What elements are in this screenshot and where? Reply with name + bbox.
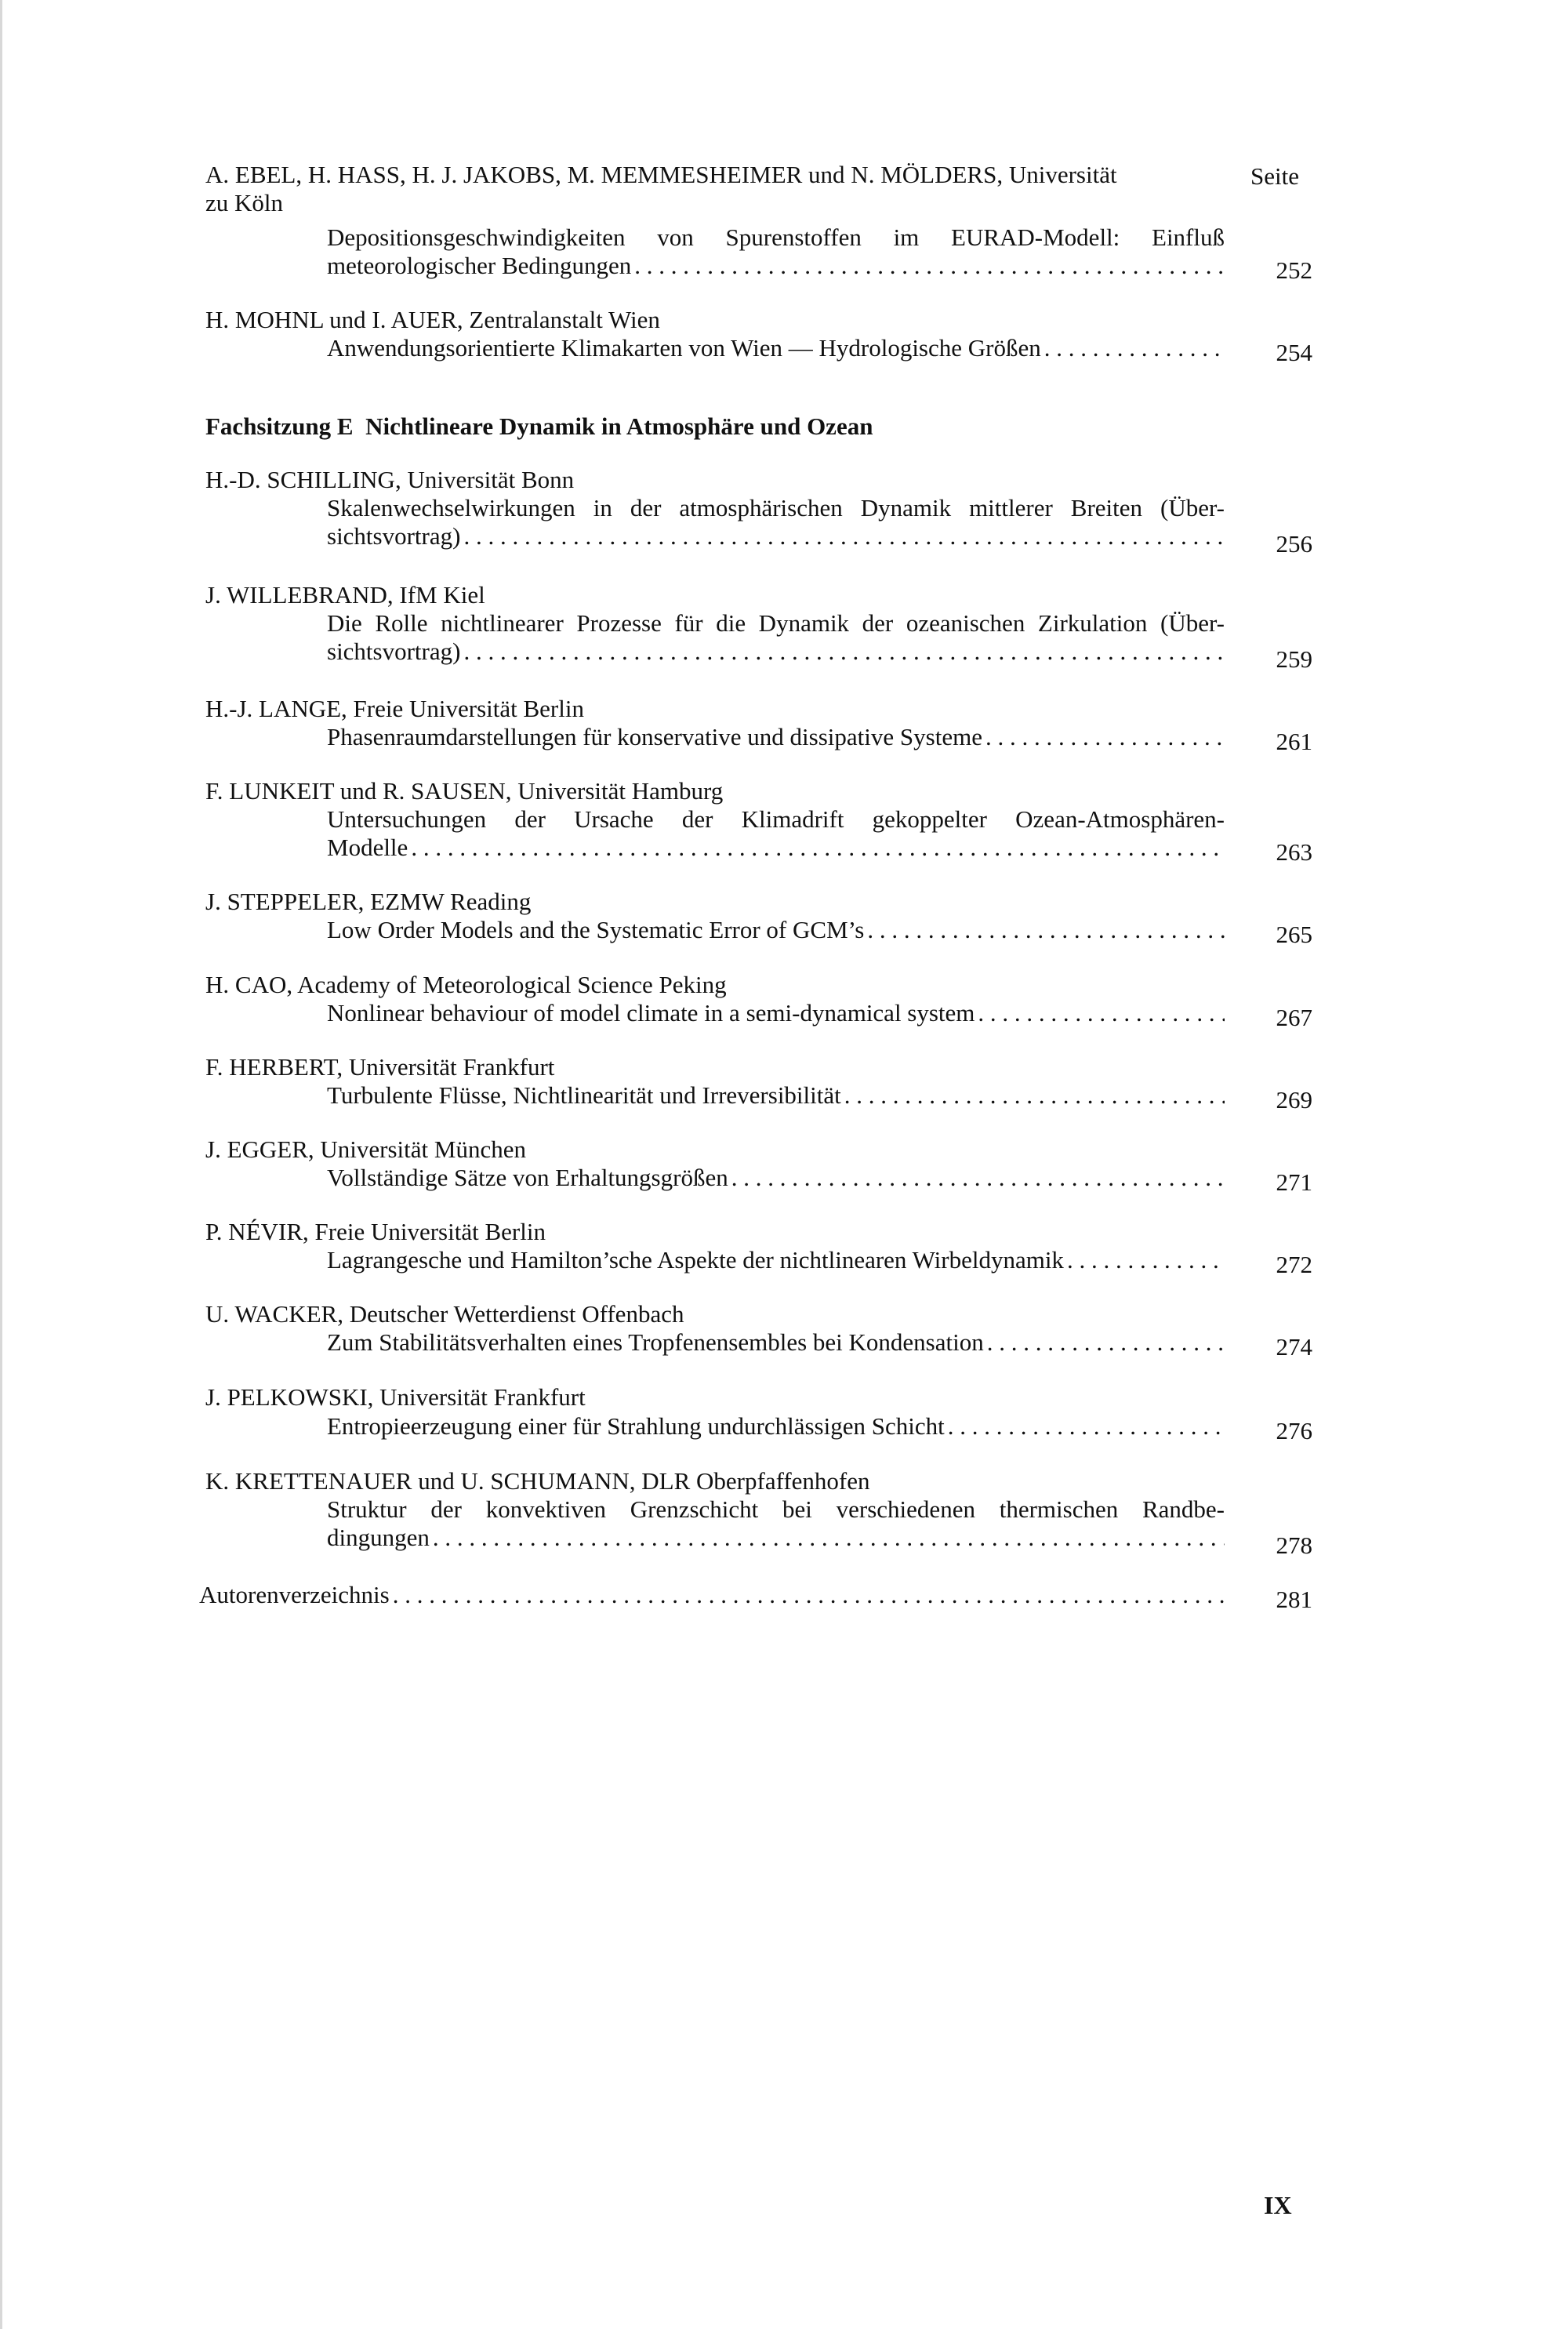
- entry-title: Zum Stabilitätsverhalten eines Tropfenensembles bei Kondensation: [327, 1328, 984, 1356]
- entry-title: Skalenwechselwirkungen in der atmosphärischen Dynamik mittlerer Breiten (Über-: [327, 494, 1225, 521]
- dot-leader: [841, 1081, 1225, 1110]
- dot-leader: [460, 637, 1225, 667]
- dot-leader: [460, 521, 1225, 551]
- entry-title: Low Order Models and the Systematic Error of GCM’s: [327, 916, 865, 943]
- entry-page-number: 263: [1276, 838, 1312, 866]
- dot-leader: [631, 251, 1225, 281]
- entry-title-leader: [327, 1523, 1225, 1553]
- entry-author: F. HERBERT, Universität Frankfurt: [205, 1053, 555, 1081]
- entry-title: Vollständige Sätze von Erhaltungsgrößen: [327, 1164, 728, 1191]
- entry-title-leader: [327, 521, 1225, 551]
- entry-page-number: 274: [1276, 1333, 1312, 1361]
- entry-title: Die Rolle nichtlinearer Prozesse für die Dynamik der ozeanischen Zirkulation (Über-: [327, 609, 1225, 637]
- author-index-leader: [199, 1580, 1225, 1610]
- entry-title-leader: [327, 1081, 1225, 1110]
- entry-title: Depositionsgeschwindigkeiten von Spurenstoffen im EURAD-Modell: Einfluß: [327, 223, 1225, 251]
- entry-page-number: 261: [1276, 728, 1312, 755]
- section-label: Fachsitzung E: [205, 412, 354, 440]
- page-folio: IX: [1264, 2191, 1292, 2219]
- entry-author: J. EGGER, Universität München: [205, 1135, 526, 1163]
- entry-author: H.-J. LANGE, Freie Universität Berlin: [205, 695, 584, 722]
- dot-leader: [984, 1328, 1225, 1357]
- entry-title: Turbulente Flüsse, Nichtlinearität und Irreversibilität: [327, 1081, 841, 1109]
- entry-title-leader: [327, 251, 1225, 281]
- entry-author: H.-D. SCHILLING, Universität Bonn: [205, 466, 575, 493]
- entry-page-number: 265: [1276, 921, 1312, 948]
- entry-page-number: 271: [1276, 1168, 1312, 1196]
- entry-page-number: 259: [1276, 645, 1312, 673]
- entry-title: Untersuchungen der Ursache der Klimadrift gekoppelter Ozean-Atmosphären-: [327, 805, 1225, 833]
- entry-title-end: sichtsvortrag): [327, 638, 461, 665]
- entry-title-end: meteorologischer Bedingungen: [327, 252, 632, 279]
- dot-leader: [945, 1412, 1225, 1441]
- entry-title-leader: [327, 1412, 1225, 1441]
- entry-page-number: 278: [1276, 1531, 1312, 1559]
- entry-title-leader: [327, 333, 1225, 363]
- entry-author: J. PELKOWSKI, Universität Frankfurt: [205, 1383, 586, 1411]
- dot-leader: [390, 1580, 1225, 1610]
- entry-title: Phasenraumdarstellungen für konservative und dissipative Systeme: [327, 723, 982, 750]
- entry-title-end: Modelle: [327, 834, 408, 861]
- entry-page-number: 254: [1276, 339, 1312, 366]
- entry-title-leader: [327, 722, 1225, 752]
- entry-author-continued: zu Köln: [205, 189, 284, 216]
- entry-title-leader: [327, 1245, 1225, 1275]
- entry-title-end: sichtsvortrag): [327, 522, 461, 550]
- author-index-page-number: 281: [1276, 1586, 1312, 1613]
- entry-page-number: 267: [1276, 1004, 1312, 1031]
- entry-title: Nonlinear behaviour of model climate in a semi-dynamical system: [327, 999, 975, 1026]
- seite-label: Seite: [1250, 162, 1299, 190]
- author-index-label: Autorenverzeichnis: [199, 1581, 390, 1608]
- entry-author: J. STEPPELER, EZMW Reading: [205, 888, 532, 915]
- section-title: Nichtlineare Dynamik in Atmosphäre und Ozean: [365, 412, 873, 440]
- entry-title-leader: [327, 998, 1225, 1028]
- dot-leader: [408, 833, 1225, 863]
- entry-title-leader: [327, 1328, 1225, 1357]
- entry-author: U. WACKER, Deutscher Wetterdienst Offenbach: [205, 1300, 684, 1328]
- entry-author: K. KRETTENAUER und U. SCHUMANN, DLR Oberpfaffenhofen: [205, 1467, 870, 1495]
- entry-title-leader: [327, 1163, 1225, 1193]
- dot-leader: [1064, 1245, 1225, 1275]
- entry-title-leader: [327, 637, 1225, 667]
- dot-leader: [975, 998, 1225, 1028]
- entry-title-leader: [327, 915, 1225, 945]
- entry-title: Lagrangesche und Hamilton’sche Aspekte der nichtlinearen Wirbeldynamik: [327, 1246, 1064, 1274]
- dot-leader: [430, 1523, 1225, 1553]
- entry-page-number: 272: [1276, 1251, 1312, 1278]
- entry-title: Entropieerzeugung einer für Strahlung undurchlässigen Schicht: [327, 1412, 945, 1440]
- entry-author: F. LUNKEIT und R. SAUSEN, Universität Hamburg: [205, 777, 724, 805]
- entry-title: Anwendungsorientierte Klimakarten von Wien — Hydrologische Größen: [327, 334, 1041, 362]
- entry-author: J. WILLEBRAND, IfM Kiel: [205, 581, 485, 609]
- entry-author: H. CAO, Academy of Meteorological Science Peking: [205, 971, 727, 998]
- entry-author: P. NÉVIR, Freie Universität Berlin: [205, 1218, 546, 1245]
- entry-page-number: 269: [1276, 1086, 1312, 1114]
- entry-page-number: 256: [1276, 530, 1312, 558]
- entry-author: A. EBEL, H. HASS, H. J. JAKOBS, M. MEMMESHEIMER und N. MÖLDERS, Universität: [205, 161, 1117, 188]
- dot-leader: [728, 1163, 1225, 1193]
- entry-page-number: 276: [1276, 1417, 1312, 1444]
- entry-title-end: dingungen: [327, 1524, 430, 1551]
- entry-title-leader: [327, 833, 1225, 863]
- scan-edge: [0, 0, 2, 2329]
- dot-leader: [1041, 333, 1225, 363]
- entry-title: Struktur der konvektiven Grenzschicht bei verschiedenen thermischen Randbe-: [327, 1495, 1225, 1523]
- section-heading: [205, 412, 873, 441]
- entry-author: H. MOHNL und I. AUER, Zentralanstalt Wien: [205, 306, 660, 333]
- dot-leader: [864, 915, 1225, 945]
- dot-leader: [982, 722, 1225, 752]
- entry-page-number: 252: [1276, 256, 1312, 284]
